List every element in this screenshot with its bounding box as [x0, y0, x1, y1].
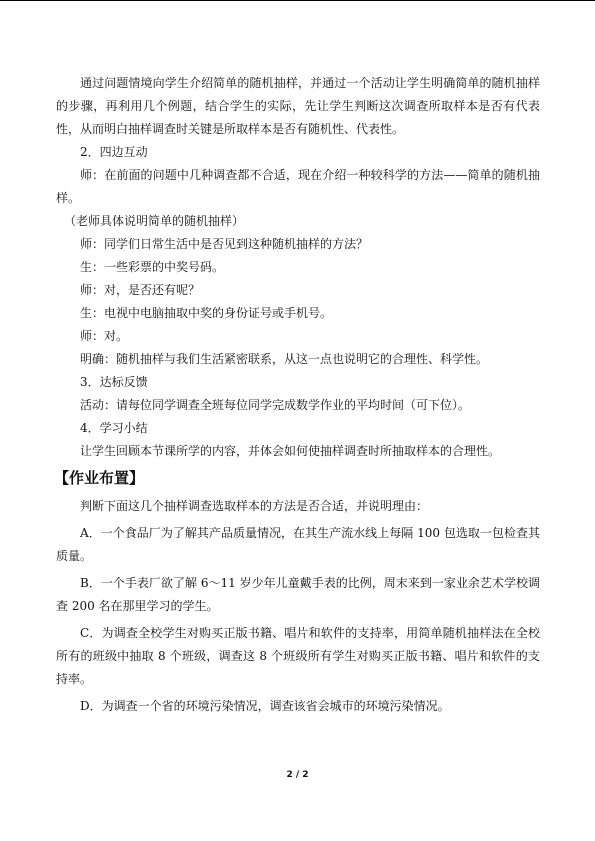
section-title-summary: 4．学习小结 — [80, 421, 148, 435]
section-title-interaction: 2．四边互动 — [80, 145, 148, 159]
activity-line: 活动：请每位同学调查全班每位同学完成数学作业的平均时间（可下位）。 — [80, 398, 471, 412]
stage-note: （老师具体说明简单的随机抽样） — [64, 214, 245, 228]
page-number: 2 / 2 — [286, 770, 309, 780]
homework-item-d: D．为调查一个省的环境污染情况，调查该省会城市的环境污染情况。 — [80, 699, 450, 713]
dialogue-line: 生：一些彩票的中奖号码。 — [80, 260, 225, 274]
dialogue-line: 师：在前面的问题中几种调查都不合适，现在介绍一种较科学的方法——简单的随机抽样。 — [56, 168, 540, 205]
homework-item-c: C．为调查全校学生对购买正版书籍、唱片和软件的支持率，用简单随机抽样法在全校所有的班级中抽取 8 个班级，调查这 8 个班级所有学生对购买正版书籍、唱片和软件的支持率。 — [56, 626, 540, 686]
dialogue-line: 师：同学们日常生活中是否见到这种随机抽样的方法？ — [80, 237, 369, 251]
homework-heading: 【作业布置】 — [54, 469, 145, 487]
homework-instruction: 判断下面这几个抽样调查选取样本的方法是否合适，并说明理由： — [80, 499, 429, 513]
document-body — [56, 72, 540, 718]
header-rule — [0, 0, 595, 1]
homework-item-b: B．一个手表厂欲了解 6～11 岁少年儿童戴手表的比例，周末来到一家业余艺术学校调查 200 名在那里学习的学生。 — [56, 576, 540, 613]
summary-line: 让学生回顾本节课所学的内容，并体会如何使抽样调查时所抽取样本的合理性。 — [80, 444, 501, 458]
section-title-feedback: 3．达标反馈 — [80, 375, 148, 389]
dialogue-line: 师：对。 — [80, 329, 129, 343]
dialogue-line: 生：电视中电脑抽取中奖的身份证号或手机号。 — [80, 306, 333, 320]
homework-item-a: A．一个食品厂为了解其产品质量情况，在其生产流水线上每隔 100 包选取一包检查其质量。 — [56, 526, 540, 563]
intro-paragraph: 通过问题情境向学生介绍简单的随机抽样，并通过一个活动让学生明确简单的随机抽样的步骤，再利用几个例题，结合学生的实际，先让学生判断这次调查所取样本是否有代表性，从而明白抽样调查时关键是所取样本是否有随机性、代表性。 — [56, 76, 540, 136]
dialogue-line: 师：对，是否还有呢？ — [80, 283, 201, 297]
clarification-line: 明确：随机抽样与我们生活紧密联系，从这一点也说明它的合理性、科学性。 — [80, 352, 489, 366]
